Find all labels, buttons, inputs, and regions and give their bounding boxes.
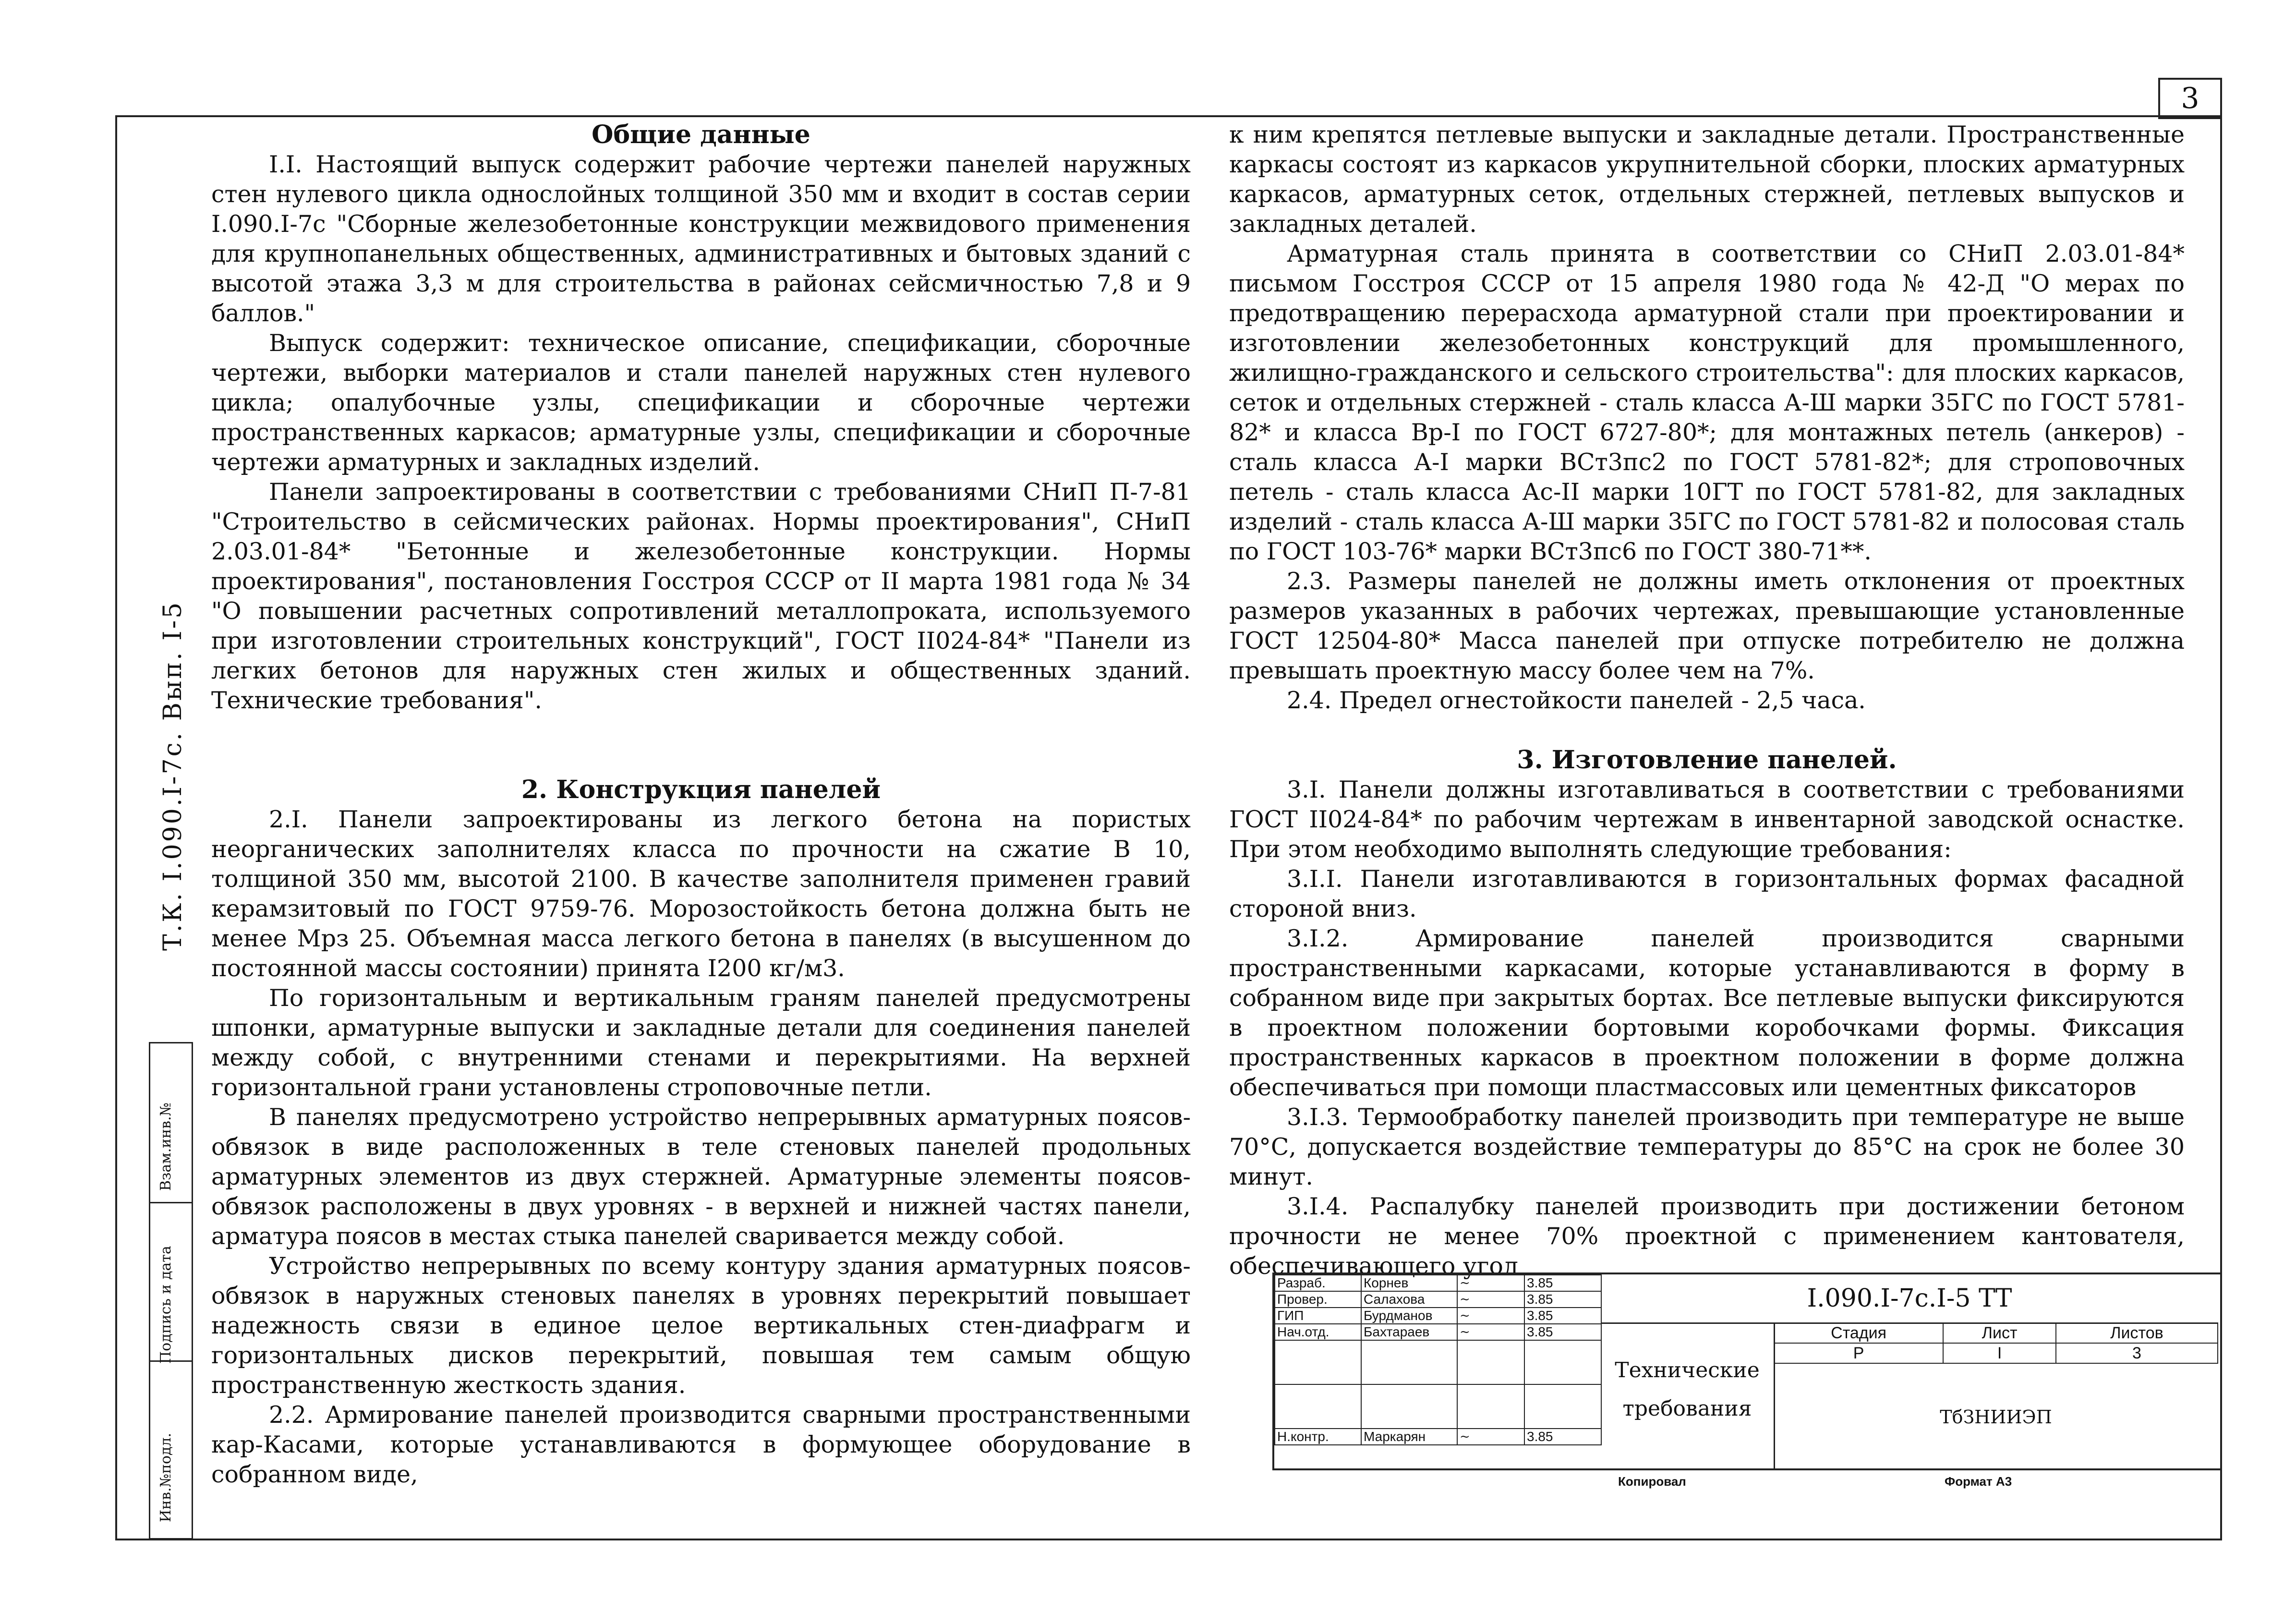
signature: ~ bbox=[1457, 1324, 1524, 1340]
sheet-number-box: 3 bbox=[2158, 78, 2222, 119]
title-block bbox=[1272, 1273, 2222, 1470]
paragraph-norms: Панели запроектированы в соответствии с требованиями СНиП П-7-81 "Строительство в сейсмических районах. Нормы проектирования", СНиП 2.03.01-84* "Бетонные и железобетонные конструкции. Нормы проектирования", постановления Госстроя СССР от II марта 1981 года № 34 "О повышении расчетных сопротивлений металлопроката, используемого при изготовлении строительных конструкций", ГОСТ II024-84* "Панели из легких бетонов для наружных стен жилых и общественных зданий. Технические требования". bbox=[211, 478, 1191, 714]
signature: ~ bbox=[1457, 1429, 1524, 1445]
document-title bbox=[1601, 1322, 1775, 1468]
signature: ~ bbox=[1457, 1275, 1524, 1291]
stamp-signature-date: Подпись и дата bbox=[157, 1246, 174, 1364]
signature-table bbox=[1274, 1274, 1602, 1445]
paragraph-contents: Выпуск содержит: техническое описание, спецификации, сборочные чертежи, выборки материалов и стали панелей наружных стен нулевого цикла; опалубочные узлы, спецификации и сборочные чертежи пространственных каркасов; арматурные узлы, спецификации и сборочные чертежи арматурных и закладных изделий. bbox=[211, 329, 1191, 476]
right-text-column bbox=[1229, 120, 2185, 1281]
left-text-column bbox=[211, 120, 1191, 1490]
document-code: I.090.I-7с.I-5 ТТ bbox=[1601, 1274, 2218, 1324]
signature: ~ bbox=[1457, 1308, 1524, 1324]
table-row: Р I 3 bbox=[1774, 1343, 2218, 1363]
paragraph-3-1-3: 3.I.3. Термообработку панелей производить при температуре не выше 70°С, допускается воздействие температуры до 85°С на срок не более 30 минут. bbox=[1229, 1103, 2185, 1190]
paragraph-belts: В панелях предусмотрено устройство непрерывных арматурных поясов-обвязок в виде расположенных в теле стеновых панелей продольных арматурных элементов из двух стержней. Арматурные элементы поясов-обвязок расположены в двух уровнях - в верхней и нижней частях панели, арматура поясов в местах стыка панелей сваривается между собой. bbox=[211, 1103, 1191, 1250]
table-row bbox=[1275, 1340, 1601, 1384]
paragraph-1-1: I.I. Настоящий выпуск содержит рабочие чертежи панелей наружных стен нулевого цикла однослойных толщиной 350 мм и входит в состав серии I.090.I-7с "Сборные железобетонные конструкции межвидового применения для крупнопанельных общественных, административных и бытовых зданий с высотой этажа 3,3 м для строительства в районах сейсмичностью 7,8 и 9 баллов." bbox=[211, 151, 1191, 327]
paragraph-3-1-4: 3.I.4. Распалубку панелей производить при достижении бетоном прочности не менее 70% проектной с применением кантователя, обеспечивающего угол bbox=[1229, 1193, 2185, 1280]
paragraph-3-1-2: 3.I.2. Армирование панелей производится сварными пространственными каркасами, которые устанавливаются в форму в собранном виде при закрытых бортах. Все петлевые выпуски фиксируются в проектном положении бортовыми коробочками формы. Фиксация пространственных каркасов в проектном положении в форме должна обеспечиваться при помощи пластмассовых или цементных фиксаторов bbox=[1229, 925, 2185, 1101]
paragraph-3-1-1: 3.I.I. Панели изготавливаются в горизонтальных формах фасадной стороной вниз. bbox=[1229, 865, 2185, 922]
table-row: Провер. Салахова ~ 3.85 bbox=[1275, 1291, 1601, 1308]
document-title-line-2: требования bbox=[1622, 1396, 1752, 1421]
table-row: Разраб. Корнев ~ 3.85 bbox=[1275, 1275, 1601, 1291]
paragraph-frames: к ним крепятся петлевые выпуски и закладные детали. Пространственные каркасы состоят из каркасов укрупнительной сборки, плоских арматурных каркасов, арматурных сеток, отдельных стержней, петлевых выпусков и закладных деталей. bbox=[1229, 121, 2185, 238]
document-title-line-1: Технические bbox=[1615, 1358, 1760, 1382]
paragraph-3-1: 3.I. Панели должны изготавливаться в соответствии с требованиями ГОСТ II024-84* по рабочим чертежам в инвентарной заводской оснастке. При этом необходимо выполнять следующие требования: bbox=[1229, 776, 2185, 863]
organization-name: ТбЗНИИЭП bbox=[1940, 1406, 2052, 1428]
stamp-inv-podl: Инв.№подл. bbox=[157, 1432, 174, 1522]
paragraph-contour: Устройство непрерывных по всему контуру здания арматурных поясов-обвязок в наружных стеновых панелях в уровнях перекрытий повышает надежность связи в единое целое вертикальных стен-диафрагм и горизонтальных дисков перекрытий, повышая тем самым общую пространственную жесткость здания. bbox=[211, 1252, 1191, 1399]
paragraph-2-2: 2.2. Армирование панелей производится сварными пространственными кар-Касами, которые устанавливаются в формующее оборудование в собранном виде, bbox=[211, 1401, 1191, 1488]
section-heading-construction: 2. Конструкция панелей bbox=[521, 775, 881, 804]
section-heading-general: Общие данные bbox=[592, 120, 810, 149]
format-label: Формат А3 bbox=[1945, 1474, 2012, 1489]
section-heading-manufacture: 3. Изготовление панелей. bbox=[1517, 745, 1897, 775]
table-row: Стадия Лист Листов bbox=[1774, 1323, 2218, 1343]
table-row: Нач.отд. Бахтараев ~ 3.85 bbox=[1275, 1324, 1601, 1340]
series-mark: Т.К. I.090.I-7с. Вып. I-5 bbox=[158, 600, 187, 951]
paragraph-steel: Арматурная сталь принята в соответствии со СНиП 2.03.01-84* письмом Госстроя СССР от 15 апреля 1980 года № 42-Д "О мерах по предотвращению перерасхода арматурной стали при проектировании и изготовлении железобетонных конструкций для промышленного, жилищно-гражданского и сельского строительства": для плоских каркасов, сеток и отдельных стержней - сталь класса А-Ш марки 35ГС по ГОСТ 5781-82* и класса Вр-I по ГОСТ 6727-80*; для монтажных петель (анкеров) - сталь класса А-I марки ВСт3пс2 по ГОСТ 5781-82*; для строповочных петель - сталь класса Ас-II марки 10ГТ по ГОСТ 5781-82, для закладных изделий - сталь класса А-Ш марки 35ГС по ГОСТ 5781-82 и полосовая сталь по ГОСТ 103-76* марки ВСт3пс6 по ГОСТ 380-71**. bbox=[1229, 240, 2185, 565]
signature: ~ bbox=[1457, 1291, 1524, 1308]
paragraph-2-4: 2.4. Предел огнестойкости панелей - 2,5 часа. bbox=[1287, 687, 1866, 714]
stamp-vzam-inv: Взам.инв.№ bbox=[157, 1103, 174, 1191]
table-row: Н.контр. Маркарян ~ 3.85 bbox=[1275, 1429, 1601, 1445]
copied-by-label: Копировал bbox=[1618, 1474, 1686, 1489]
stage-sheet-table bbox=[1774, 1322, 2218, 1364]
table-row: ГИП Бурдманов ~ 3.85 bbox=[1275, 1308, 1601, 1324]
paragraph-keys: По горизонтальным и вертикальным граням панелей предусмотрены шпонки, арматурные выпуски и закладные детали для соединения панелей между собой, с внутренними стенами и перекрытиями. На верхней горизонтальной грани установлены строповочные петли. bbox=[211, 984, 1191, 1101]
table-row bbox=[1275, 1384, 1601, 1429]
paragraph-2-1: 2.I. Панели запроектированы из легкого бетона на пористых неорганических заполнителях класса по прочности на сжатие В 10, толщиной 350 мм, высотой 2100. В качестве заполнителя применен гравий керамзитовый по ГОСТ 9759-76. Морозостойкость бетона должна быть не менее Мрз 25. Объемная масса легкого бетона в панелях (в высушенном до постоянной массы состоянии) принята I200 кг/м3. bbox=[211, 806, 1191, 982]
paragraph-2-3: 2.3. Размеры панелей не должны иметь отклонения от проектных размеров указанных в рабочих чертежах, превышающие установленные ГОСТ 12504-80* Масса панелей при отпуске потребителю не должна превышать проектную массу более чем на 7%. bbox=[1229, 568, 2185, 684]
